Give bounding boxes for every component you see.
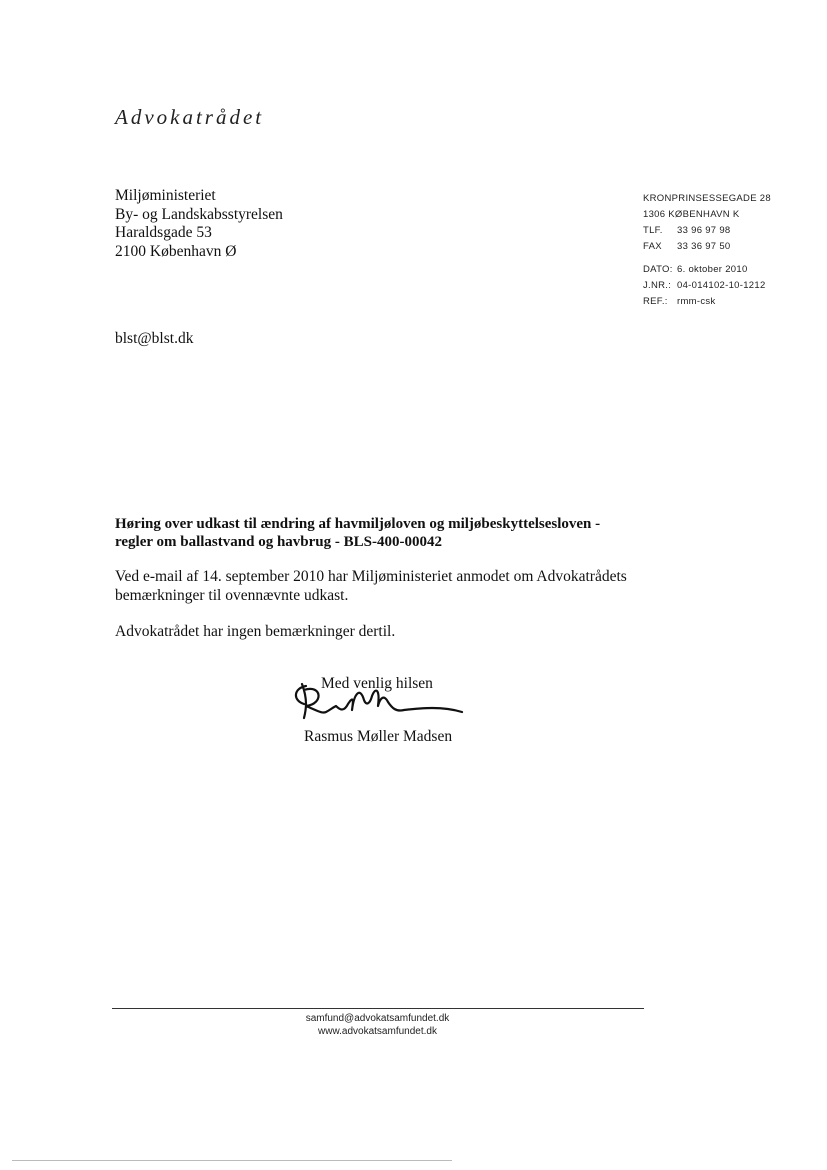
subject-line: regler om ballastvand og havbrug - BLS-400-00042 <box>115 534 442 550</box>
sender-fax <box>643 239 771 255</box>
journal-number <box>643 278 771 294</box>
subject-line: Høring over udkast til ændring af havmiljøloven og miljøbeskyttelsesloven - <box>115 516 601 532</box>
ref-label: REF.: <box>643 296 668 307</box>
sender-street: KRONPRINSESSEGADE 28 <box>643 193 771 204</box>
letter-date <box>643 262 771 278</box>
recipient-line: 2100 København Ø <box>115 242 237 260</box>
sender-info <box>643 191 771 310</box>
fax-label: FAX <box>643 241 662 252</box>
recipient-email: blst@blst.dk <box>115 330 194 347</box>
letterhead-logo: Advokatrådet <box>115 105 265 129</box>
letter-body <box>115 568 675 660</box>
scan-edge-line <box>12 1160 452 1161</box>
date-label: DATO: <box>643 264 673 275</box>
body-line: Ved e-mail af 14. september 2010 har Miljøministeriet anmodet om Advokatrådets <box>115 568 627 585</box>
body-paragraph <box>115 568 675 605</box>
recipient-line: By- og Landskabsstyrelsen <box>115 205 283 223</box>
jnr-value: 04-014102-10-1212 <box>677 280 766 291</box>
body-paragraph: Advokatrådet har ingen bemærkninger dertil. <box>115 623 396 640</box>
recipient-line: Miljøministeriet <box>115 187 216 204</box>
footer <box>0 1012 755 1038</box>
recipient-address <box>115 187 283 261</box>
jnr-label: J.NR.: <box>643 280 672 291</box>
recipient-line: Haraldsgade 53 <box>115 224 212 241</box>
footer-divider <box>112 1008 644 1009</box>
closing-phrase: Med venlig hilsen <box>321 675 433 692</box>
phone-value: 33 96 97 98 <box>677 225 731 236</box>
sender-phone <box>643 223 771 239</box>
sender-city: 1306 KØBENHAVN K <box>643 209 740 220</box>
footer-website[interactable]: www.advokatsamfundet.dk <box>318 1026 437 1037</box>
body-line: bemærkninger til ovennævnte udkast. <box>115 586 349 604</box>
footer-email[interactable]: samfund@advokatsamfundet.dk <box>305 1013 450 1024</box>
letter-subject <box>115 515 635 551</box>
date-value: 6. oktober 2010 <box>677 264 748 275</box>
phone-label: TLF. <box>643 225 663 236</box>
signer-name: Rasmus Møller Madsen <box>304 728 453 745</box>
ref-value: rmm-csk <box>677 296 716 307</box>
fax-value: 33 36 97 50 <box>677 241 731 252</box>
reference <box>643 294 771 310</box>
